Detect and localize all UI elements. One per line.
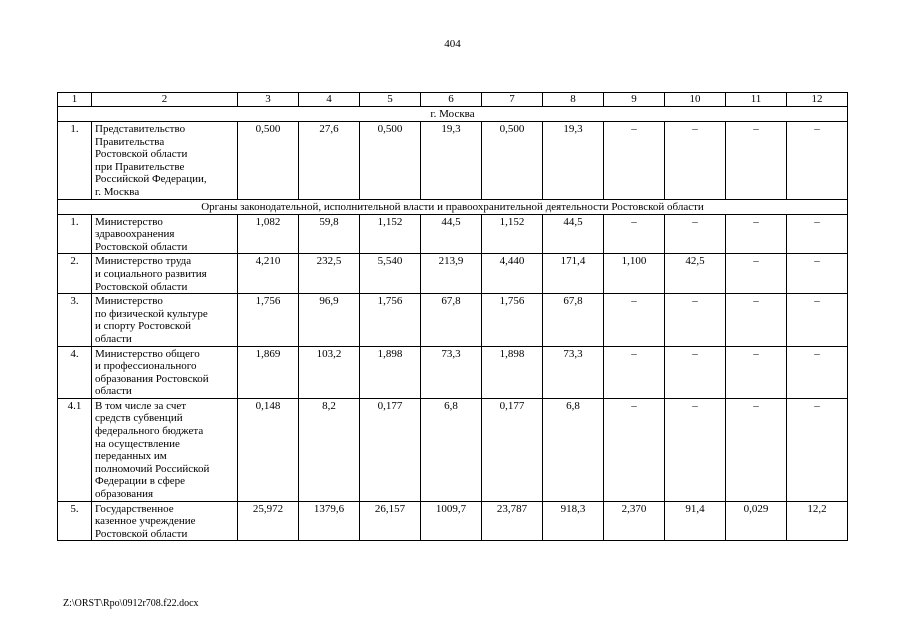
column-number-row bbox=[58, 93, 848, 107]
column-number-header: 5 bbox=[360, 93, 421, 107]
row-number: 4. bbox=[58, 346, 92, 398]
row-number: 5. bbox=[58, 501, 92, 541]
value-cell: 1,152 bbox=[482, 214, 543, 254]
value-cell: 1,756 bbox=[238, 294, 299, 346]
row-number: 1. bbox=[58, 214, 92, 254]
table-row bbox=[58, 346, 848, 398]
value-cell: – bbox=[787, 122, 848, 200]
value-cell: – bbox=[665, 294, 726, 346]
value-cell: 12,2 bbox=[787, 501, 848, 541]
value-cell: – bbox=[665, 122, 726, 200]
value-cell: – bbox=[665, 398, 726, 501]
value-cell: 0,148 bbox=[238, 398, 299, 501]
value-cell: – bbox=[604, 398, 665, 501]
value-cell: – bbox=[665, 214, 726, 254]
value-cell: 6,8 bbox=[421, 398, 482, 501]
value-cell: 67,8 bbox=[421, 294, 482, 346]
value-cell: – bbox=[787, 254, 848, 294]
page-number: 404 bbox=[444, 38, 461, 50]
value-cell: 73,3 bbox=[421, 346, 482, 398]
footer-file-path: Z:\ORST\Rpo\0912r708.f22.docx bbox=[63, 598, 199, 609]
value-cell: – bbox=[726, 398, 787, 501]
organization-name: Министерство здравоохранения Ростовской области bbox=[92, 214, 238, 254]
value-cell: – bbox=[604, 122, 665, 200]
row-number: 3. bbox=[58, 294, 92, 346]
value-cell: 103,2 bbox=[299, 346, 360, 398]
value-cell: – bbox=[726, 122, 787, 200]
table-row bbox=[58, 254, 848, 294]
section-row-moscow bbox=[58, 107, 848, 122]
value-cell: 0,500 bbox=[482, 122, 543, 200]
value-cell: – bbox=[604, 294, 665, 346]
value-cell: 918,3 bbox=[543, 501, 604, 541]
value-cell: 67,8 bbox=[543, 294, 604, 346]
organization-name: Министерство общего и профессионального образования Ростовской области bbox=[92, 346, 238, 398]
value-cell: 26,157 bbox=[360, 501, 421, 541]
value-cell: 19,3 bbox=[421, 122, 482, 200]
value-cell: – bbox=[665, 346, 726, 398]
value-cell: 1,756 bbox=[482, 294, 543, 346]
organization-name: Министерство труда и социального развития Ростовской области bbox=[92, 254, 238, 294]
column-number-header: 4 bbox=[299, 93, 360, 107]
row-number: 1. bbox=[58, 122, 92, 200]
section-title-moscow: г. Москва bbox=[58, 107, 848, 122]
value-cell: 0,177 bbox=[360, 398, 421, 501]
value-cell: 2,370 bbox=[604, 501, 665, 541]
value-cell: 1009,7 bbox=[421, 501, 482, 541]
value-cell: 1,756 bbox=[360, 294, 421, 346]
value-cell: 1,082 bbox=[238, 214, 299, 254]
table-row-moscow bbox=[58, 122, 848, 200]
column-number-header: 3 bbox=[238, 93, 299, 107]
value-cell: 4,210 bbox=[238, 254, 299, 294]
value-cell: 6,8 bbox=[543, 398, 604, 501]
value-cell: 19,3 bbox=[543, 122, 604, 200]
column-number-header: 9 bbox=[604, 93, 665, 107]
value-cell: 1,100 bbox=[604, 254, 665, 294]
table-row bbox=[58, 294, 848, 346]
column-number-header: 1 bbox=[58, 93, 92, 107]
column-number-header: 8 bbox=[543, 93, 604, 107]
value-cell: 1,152 bbox=[360, 214, 421, 254]
value-cell: – bbox=[726, 254, 787, 294]
value-cell: 44,5 bbox=[421, 214, 482, 254]
data-table bbox=[57, 92, 848, 541]
table-body bbox=[58, 93, 848, 541]
row-number: 2. bbox=[58, 254, 92, 294]
organization-name: Представительство Правительства Ростовской области при Правительстве Российской Федерации, г. Москва bbox=[92, 122, 238, 200]
column-number-header: 12 bbox=[787, 93, 848, 107]
organization-name: Государственное казенное учреждение Ростовской области bbox=[92, 501, 238, 541]
value-cell: 1,898 bbox=[360, 346, 421, 398]
section-row-organs bbox=[58, 199, 848, 214]
value-cell: – bbox=[604, 214, 665, 254]
value-cell: – bbox=[726, 214, 787, 254]
value-cell: 5,540 bbox=[360, 254, 421, 294]
value-cell: 59,8 bbox=[299, 214, 360, 254]
table-row bbox=[58, 214, 848, 254]
value-cell: 171,4 bbox=[543, 254, 604, 294]
value-cell: – bbox=[726, 346, 787, 398]
value-cell: – bbox=[787, 398, 848, 501]
value-cell: 1,869 bbox=[238, 346, 299, 398]
value-cell: 25,972 bbox=[238, 501, 299, 541]
value-cell: – bbox=[726, 294, 787, 346]
value-cell: – bbox=[604, 346, 665, 398]
value-cell: 0,500 bbox=[238, 122, 299, 200]
value-cell: – bbox=[787, 346, 848, 398]
value-cell: 23,787 bbox=[482, 501, 543, 541]
section-title-organs: Органы законодательной, исполнительной власти и правоохранительной деятельности Ростовской области bbox=[58, 199, 848, 214]
value-cell: 232,5 bbox=[299, 254, 360, 294]
row-number: 4.1 bbox=[58, 398, 92, 501]
organization-name: Министерство по физической культуре и спорту Ростовской области bbox=[92, 294, 238, 346]
value-cell: 0,029 bbox=[726, 501, 787, 541]
value-cell: 42,5 bbox=[665, 254, 726, 294]
value-cell: 0,177 bbox=[482, 398, 543, 501]
value-cell: 4,440 bbox=[482, 254, 543, 294]
value-cell: 96,9 bbox=[299, 294, 360, 346]
table-row bbox=[58, 398, 848, 501]
column-number-header: 2 bbox=[92, 93, 238, 107]
value-cell: 8,2 bbox=[299, 398, 360, 501]
organization-name: В том числе за счет средств субвенций федерального бюджета на осуществление переданных им полномочий Российской Федерации в сфере образования bbox=[92, 398, 238, 501]
value-cell: – bbox=[787, 294, 848, 346]
column-number-header: 10 bbox=[665, 93, 726, 107]
column-number-header: 7 bbox=[482, 93, 543, 107]
value-cell: – bbox=[787, 214, 848, 254]
value-cell: 0,500 bbox=[360, 122, 421, 200]
value-cell: 27,6 bbox=[299, 122, 360, 200]
column-number-header: 6 bbox=[421, 93, 482, 107]
value-cell: 91,4 bbox=[665, 501, 726, 541]
value-cell: 1,898 bbox=[482, 346, 543, 398]
column-number-header: 11 bbox=[726, 93, 787, 107]
value-cell: 44,5 bbox=[543, 214, 604, 254]
value-cell: 1379,6 bbox=[299, 501, 360, 541]
value-cell: 213,9 bbox=[421, 254, 482, 294]
value-cell: 73,3 bbox=[543, 346, 604, 398]
table-row bbox=[58, 501, 848, 541]
